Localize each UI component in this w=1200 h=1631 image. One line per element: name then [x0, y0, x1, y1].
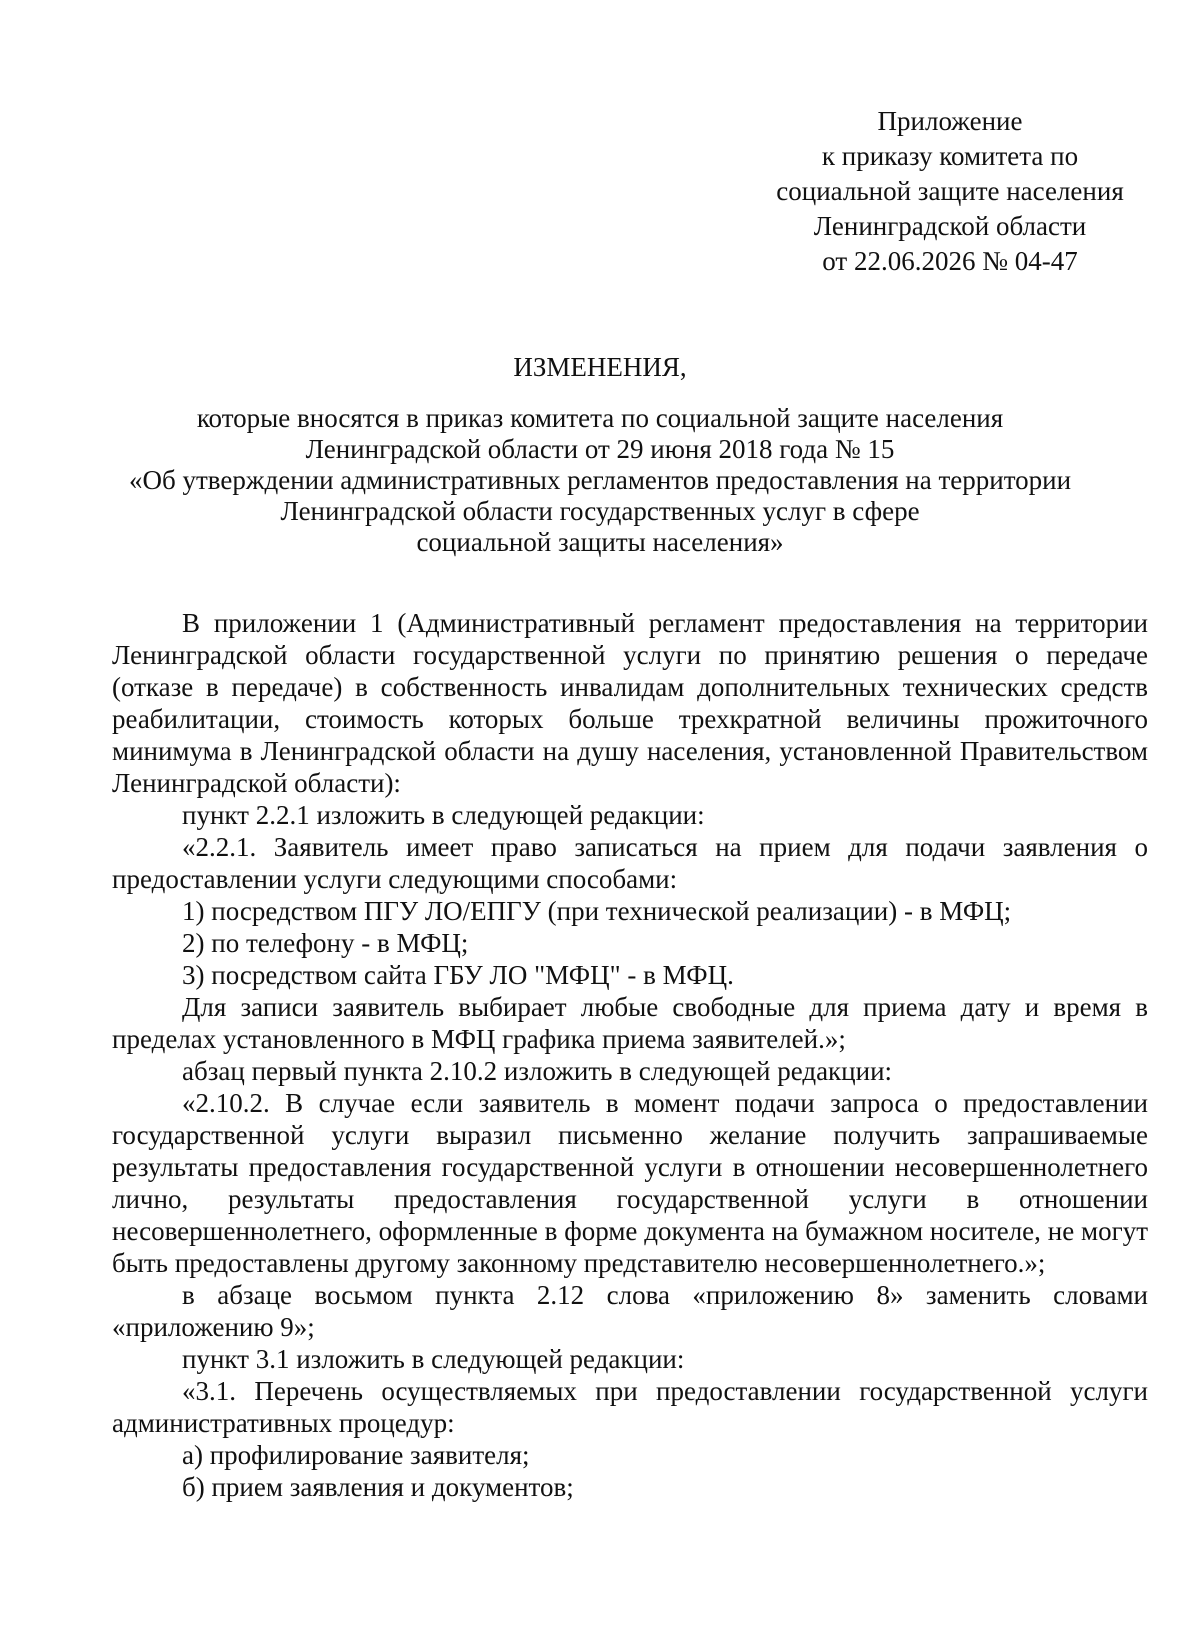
- appendix-header-line: социальной защите населения: [776, 176, 1124, 206]
- document-body: [112, 607, 1148, 1503]
- appendix-header-line: Ленинградской области: [813, 211, 1087, 241]
- subtitle-line: социальной защиты населения»: [416, 527, 784, 557]
- body-paragraph: пункт 3.1 изложить в следующей редакции:: [182, 1344, 685, 1374]
- body-paragraph: 1) посредством ПГУ ЛО/ЕПГУ (при технической реализации) - в МФЦ;: [182, 896, 1012, 926]
- document-subtitle: [100, 403, 1100, 558]
- subtitle-line: которые вносятся в приказ комитета по социальной защите населения: [196, 403, 1004, 433]
- body-paragraph: а) профилирование заявителя;: [182, 1440, 530, 1470]
- subtitle-line: «Об утверждении административных регламентов предоставления на территории: [128, 465, 1072, 495]
- body-paragraph: «2.10.2. В случае если заявитель в момент подачи запроса о предоставлении государственной услуги выразил письменно желание получить запрашиваемые результаты предоставления государственной услуги в отношении несовершеннолетнего лично, результаты предоставления государственной услуги в отношении несовершеннолетнего, оформленные в форме документа на бумажном носителе, не могут быть предоставлены другому законному представителю несовершеннолетнего.»;: [112, 1088, 1148, 1278]
- subtitle-line: Ленинградской области государственных услуг в сфере: [280, 496, 920, 526]
- body-paragraph: «3.1. Перечень осуществляемых при предоставлении государственной услуги административных процедур:: [112, 1376, 1148, 1438]
- document-title: ИЗМЕНЕНИЯ,: [513, 352, 687, 382]
- appendix-header-line: от 22.06.2026 № 04-47: [822, 246, 1078, 276]
- body-paragraph: Для записи заявитель выбирает любые свободные для приема дату и время в пределах установленного в МФЦ графика приема заявителей.»;: [112, 992, 1148, 1054]
- body-paragraph: б) прием заявления и документов;: [182, 1472, 574, 1502]
- body-paragraph: В приложении 1 (Административный регламент предоставления на территории Ленинградской области государственной услуги по принятию решения о передаче (отказе в передаче) в собственность инвалидам дополнительных технических средств реабилитации, стоимость которых больше трехкратной величины прожиточного минимума в Ленинградской области на душу населения, установленной Правительством Ленинградской области):: [112, 608, 1148, 798]
- body-paragraph: «2.2.1. Заявитель имеет право записаться на прием для подачи заявления о предоставлении услуги следующими способами:: [112, 832, 1148, 894]
- body-paragraph: 2) по телефону - в МФЦ;: [182, 928, 469, 958]
- appendix-header: [760, 104, 1140, 279]
- body-paragraph: абзац первый пункта 2.10.2 изложить в следующей редакции:: [182, 1056, 893, 1086]
- subtitle-line: Ленинградской области от 29 июня 2018 года № 15: [305, 434, 895, 464]
- body-paragraph: в абзаце восьмом пункта 2.12 слова «приложению 8» заменить словами «приложению 9»;: [112, 1280, 1148, 1342]
- appendix-header-line: Приложение: [877, 106, 1023, 136]
- appendix-header-line: к приказу комитета по: [821, 141, 1079, 171]
- body-paragraph: 3) посредством сайта ГБУ ЛО "МФЦ" - в МФЦ.: [182, 960, 734, 990]
- body-paragraph: пункт 2.2.1 изложить в следующей редакции:: [182, 800, 705, 830]
